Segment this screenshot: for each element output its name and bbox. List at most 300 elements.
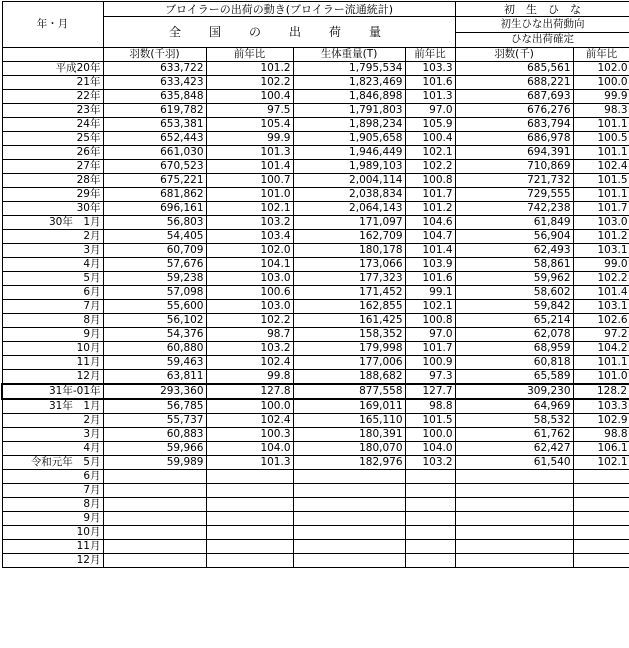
weight-cell: 171,097 [293,216,405,230]
hatch-yoy-cell: 101.1 [573,146,629,160]
row-label: 10月 [2,526,103,540]
birds-cell [103,512,206,526]
birds-yoy-cell: 99.9 [206,132,293,146]
weight-cell: 179,998 [293,342,405,356]
birds-yoy-cell: 103.4 [206,230,293,244]
row-label: 12月 [2,554,103,568]
weight-cell: 2,064,143 [293,202,405,216]
weight-yoy-cell: 127.7 [405,384,455,399]
weight-yoy-cell [405,484,455,498]
birds-yoy-cell: 102.0 [206,244,293,258]
birds-yoy-cell: 104.0 [206,442,293,456]
hatch-cell: 58,602 [455,286,573,300]
table-row [2,104,629,118]
hatch-cell: 688,221 [455,76,573,90]
weight-cell: 2,004,114 [293,174,405,188]
table-row [2,554,629,568]
weight-cell: 182,976 [293,456,405,470]
birds-cell [103,470,206,484]
birds-yoy-cell: 127.8 [206,384,293,399]
weight-yoy-cell: 100.8 [405,314,455,328]
birds-yoy-cell: 102.4 [206,414,293,428]
birds-cell: 635,848 [103,90,206,104]
hatch-yoy-cell: 100.0 [573,76,629,90]
hatch-title: 初 生 ひ な [455,2,629,17]
weight-yoy-cell: 101.4 [405,244,455,258]
hatch-yoy-cell: 103.0 [573,216,629,230]
weight-yoy-cell: 98.8 [405,399,455,414]
birds-cell: 681,862 [103,188,206,202]
hatch-yoy-cell: 102.1 [573,456,629,470]
row-label: 7月 [2,300,103,314]
empty-corner-cell [2,48,103,62]
row-label: 2月 [2,414,103,428]
weight-cell [293,526,405,540]
hatch-cell: 309,230 [455,384,573,399]
hatch-yoy-cell: 97.2 [573,328,629,342]
hatch-yoy-cell [573,512,629,526]
birds-cell: 619,782 [103,104,206,118]
table-row [2,328,629,342]
birds-cell: 633,423 [103,76,206,90]
birds-cell: 59,966 [103,442,206,456]
hatch-yoy-cell [573,540,629,554]
hatch-yoy-cell: 102.0 [573,62,629,76]
weight-yoy-cell: 103.2 [405,456,455,470]
weight-cell: 162,855 [293,300,405,314]
hatch-cell [455,470,573,484]
hatch-yoy-cell: 103.3 [573,399,629,414]
weight-yoy-cell [405,512,455,526]
table-row [2,484,629,498]
table-row [2,356,629,370]
birds-cell: 661,030 [103,146,206,160]
weight-cell [293,554,405,568]
row-label: 31年 1月 [2,399,103,414]
birds-cell: 63,811 [103,370,206,385]
hatch-cell [455,484,573,498]
weight-cell: 165,110 [293,414,405,428]
weight-cell: 173,066 [293,258,405,272]
hatch-cell [455,540,573,554]
weight-cell: 158,352 [293,328,405,342]
birds-yoy-cell: 98.7 [206,328,293,342]
birds-cell: 59,989 [103,456,206,470]
weight-yoy-cell: 101.3 [405,90,455,104]
weight-yoy-cell: 104.6 [405,216,455,230]
hatch-cell: 742,238 [455,202,573,216]
hatch-cell: 61,849 [455,216,573,230]
hatch-cell: 58,532 [455,414,573,428]
weight-cell: 2,038,834 [293,188,405,202]
table-row [2,244,629,258]
weight-cell: 1,791,803 [293,104,405,118]
birds-yoy-cell [206,512,293,526]
hatch-cell: 686,978 [455,132,573,146]
row-label: 24年 [2,118,103,132]
row-label: 23年 [2,104,103,118]
hatch-cell: 710,869 [455,160,573,174]
birds-yoy-cell: 103.2 [206,342,293,356]
birds-yoy-cell: 101.0 [206,188,293,202]
row-label: 3月 [2,244,103,258]
row-label: 31年-01年 [2,384,103,399]
birds-yoy-cell: 101.3 [206,456,293,470]
birds-cell: 696,161 [103,202,206,216]
row-label: 2月 [2,230,103,244]
row-label: 平成20年 [2,62,103,76]
birds-cell [103,526,206,540]
table-row [2,202,629,216]
table-row [2,132,629,146]
national-shipment-header: 全 国 の 出 荷 量 [103,17,455,48]
weight-yoy-cell: 100.0 [405,428,455,442]
row-label: 9月 [2,512,103,526]
weight-yoy-cell [405,526,455,540]
hatch-yoy-cell: 128.2 [573,384,629,399]
table-row [2,512,629,526]
hatch-yoy-cell [573,526,629,540]
hatch-cell: 56,904 [455,230,573,244]
weight-yoy-cell [405,554,455,568]
col-header-yoy3: 前年比 [573,48,629,62]
birds-yoy-cell [206,484,293,498]
weight-cell: 1,795,534 [293,62,405,76]
row-label: 28年 [2,174,103,188]
weight-yoy-cell: 105.9 [405,118,455,132]
birds-yoy-cell: 97.5 [206,104,293,118]
hatch-cell [455,498,573,512]
hatch-yoy-cell [573,484,629,498]
hatch-cell: 68,959 [455,342,573,356]
birds-yoy-cell: 100.0 [206,399,293,414]
birds-cell: 57,098 [103,286,206,300]
hatch-cell [455,512,573,526]
col-header-birds: 羽数(千羽) [103,48,206,62]
row-label: 4月 [2,442,103,456]
weight-cell [293,512,405,526]
hatch-yoy-cell: 101.7 [573,202,629,216]
row-label: 3月 [2,428,103,442]
hatch-yoy-cell: 102.2 [573,272,629,286]
hatch-cell: 60,818 [455,356,573,370]
table-row [2,342,629,356]
hatch-yoy-cell: 102.4 [573,160,629,174]
weight-yoy-cell: 99.1 [405,286,455,300]
hatch-cell: 61,762 [455,428,573,442]
birds-yoy-cell [206,554,293,568]
hatch-cell: 59,962 [455,272,573,286]
table-row [2,470,629,484]
birds-cell: 57,676 [103,258,206,272]
weight-cell: 877,558 [293,384,405,399]
weight-yoy-cell: 104.0 [405,442,455,456]
table-row [2,160,629,174]
broiler-title: ブロイラーの出荷の動き(ブロイラー流通統計) [103,2,455,17]
row-label: 11月 [2,356,103,370]
weight-yoy-cell: 101.2 [405,202,455,216]
hatch-cell: 65,214 [455,314,573,328]
hatch-cell: 62,493 [455,244,573,258]
hatch-cell [455,526,573,540]
birds-yoy-cell [206,540,293,554]
table-row [2,272,629,286]
birds-cell: 56,785 [103,399,206,414]
row-label: 7月 [2,484,103,498]
birds-yoy-cell [206,498,293,512]
row-label: 26年 [2,146,103,160]
weight-yoy-cell: 104.7 [405,230,455,244]
birds-yoy-cell: 101.3 [206,146,293,160]
birds-cell: 55,600 [103,300,206,314]
birds-yoy-cell: 102.4 [206,356,293,370]
hatch-yoy-cell: 102.9 [573,414,629,428]
row-label: 21年 [2,76,103,90]
col-header-weight: 生体重量(T) [293,48,405,62]
weight-yoy-cell: 97.0 [405,104,455,118]
birds-yoy-cell: 102.2 [206,76,293,90]
row-label: 30年 1月 [2,216,103,230]
table-row [2,314,629,328]
hatch-cell: 721,732 [455,174,573,188]
hatch-yoy-cell: 101.1 [573,356,629,370]
table-row [2,526,629,540]
birds-yoy-cell: 103.0 [206,300,293,314]
weight-cell: 177,006 [293,356,405,370]
weight-yoy-cell: 102.2 [405,160,455,174]
weight-cell [293,498,405,512]
birds-cell: 653,381 [103,118,206,132]
weight-cell: 161,425 [293,314,405,328]
table-row [2,258,629,272]
hatch-cell: 685,561 [455,62,573,76]
birds-yoy-cell: 101.4 [206,160,293,174]
table-row [2,384,629,399]
weight-yoy-cell: 97.3 [405,370,455,385]
birds-cell: 59,463 [103,356,206,370]
table-row [2,216,629,230]
table-row [2,62,629,76]
weight-yoy-cell: 103.3 [405,62,455,76]
hatch-cell: 676,276 [455,104,573,118]
hatch-yoy-cell [573,470,629,484]
birds-yoy-cell: 102.2 [206,314,293,328]
birds-cell: 54,405 [103,230,206,244]
hatch-subheader-2: ひな出荷確定 [455,32,629,48]
table-row [2,90,629,104]
hatch-yoy-cell: 106.1 [573,442,629,456]
weight-yoy-cell: 97.0 [405,328,455,342]
birds-cell: 59,238 [103,272,206,286]
row-label: 令和元年 5月 [2,456,103,470]
row-label: 25年 [2,132,103,146]
table-row [2,174,629,188]
row-label: 8月 [2,314,103,328]
hatch-yoy-cell: 99.0 [573,258,629,272]
hatch-yoy-cell: 102.6 [573,314,629,328]
birds-cell: 633,722 [103,62,206,76]
birds-yoy-cell: 105.4 [206,118,293,132]
hatch-yoy-cell: 101.5 [573,174,629,188]
weight-cell: 180,070 [293,442,405,456]
weight-cell: 1,905,658 [293,132,405,146]
birds-yoy-cell: 101.2 [206,62,293,76]
weight-cell: 1,946,449 [293,146,405,160]
birds-yoy-cell: 100.6 [206,286,293,300]
hatch-cell: 59,842 [455,300,573,314]
hatch-yoy-cell [573,554,629,568]
weight-cell: 169,011 [293,399,405,414]
table-row [2,399,629,414]
weight-cell: 177,323 [293,272,405,286]
hatch-cell [455,554,573,568]
birds-yoy-cell: 104.1 [206,258,293,272]
hatch-cell: 729,555 [455,188,573,202]
weight-cell: 180,178 [293,244,405,258]
hatch-yoy-cell: 101.0 [573,370,629,385]
weight-cell: 1,846,898 [293,90,405,104]
weight-yoy-cell [405,498,455,512]
hatch-cell: 683,794 [455,118,573,132]
birds-cell: 60,709 [103,244,206,258]
weight-cell: 1,898,234 [293,118,405,132]
weight-yoy-cell: 101.7 [405,188,455,202]
weight-yoy-cell: 103.9 [405,258,455,272]
hatch-cell: 62,427 [455,442,573,456]
weight-cell: 180,391 [293,428,405,442]
birds-yoy-cell: 99.8 [206,370,293,385]
weight-cell [293,484,405,498]
birds-yoy-cell: 100.4 [206,90,293,104]
hatch-yoy-cell: 99.9 [573,90,629,104]
hatch-cell: 687,693 [455,90,573,104]
table-row [2,456,629,470]
birds-cell: 293,360 [103,384,206,399]
col-header-yoy2: 前年比 [405,48,455,62]
hatch-cell: 58,861 [455,258,573,272]
col-header-yoy: 前年比 [206,48,293,62]
table-row [2,442,629,456]
birds-yoy-cell: 100.7 [206,174,293,188]
row-label: 11月 [2,540,103,554]
weight-yoy-cell: 100.9 [405,356,455,370]
birds-cell [103,498,206,512]
hatch-yoy-cell: 103.1 [573,244,629,258]
weight-cell [293,470,405,484]
row-label: 10月 [2,342,103,356]
birds-cell [103,554,206,568]
table-row [2,118,629,132]
table-row [2,414,629,428]
weight-cell: 171,452 [293,286,405,300]
birds-cell [103,484,206,498]
table-row [2,146,629,160]
row-label: 30年 [2,202,103,216]
table-row [2,286,629,300]
birds-cell: 55,737 [103,414,206,428]
table-row [2,230,629,244]
hatch-yoy-cell [573,498,629,512]
birds-yoy-cell [206,470,293,484]
birds-cell: 60,883 [103,428,206,442]
weight-cell: 1,989,103 [293,160,405,174]
birds-cell: 56,102 [103,314,206,328]
birds-cell: 56,803 [103,216,206,230]
row-label: 12月 [2,370,103,385]
table-row [2,188,629,202]
broiler-shipment-table [1,1,629,568]
row-label: 27年 [2,160,103,174]
table-row [2,540,629,554]
weight-yoy-cell: 100.4 [405,132,455,146]
hatch-yoy-cell: 101.4 [573,286,629,300]
birds-cell: 60,880 [103,342,206,356]
hatch-yoy-cell: 98.8 [573,428,629,442]
weight-cell: 1,823,469 [293,76,405,90]
birds-cell: 675,221 [103,174,206,188]
birds-yoy-cell: 100.3 [206,428,293,442]
hatch-yoy-cell: 101.1 [573,188,629,202]
weight-yoy-cell: 101.6 [405,272,455,286]
table-row [2,300,629,314]
table-row [2,76,629,90]
weight-cell [293,540,405,554]
hatch-yoy-cell: 101.1 [573,118,629,132]
weight-yoy-cell: 102.1 [405,300,455,314]
row-label: 5月 [2,272,103,286]
row-label: 4月 [2,258,103,272]
birds-yoy-cell: 103.0 [206,272,293,286]
hatch-cell: 694,391 [455,146,573,160]
weight-cell: 188,682 [293,370,405,385]
hatch-yoy-cell: 100.5 [573,132,629,146]
weight-yoy-cell [405,470,455,484]
hatch-yoy-cell: 98.3 [573,104,629,118]
hatch-yoy-cell: 104.2 [573,342,629,356]
row-label: 9月 [2,328,103,342]
weight-yoy-cell: 101.6 [405,76,455,90]
birds-cell: 652,443 [103,132,206,146]
hatch-yoy-cell: 101.2 [573,230,629,244]
row-label: 29年 [2,188,103,202]
hatch-yoy-cell: 103.1 [573,300,629,314]
birds-yoy-cell: 102.1 [206,202,293,216]
row-label: 8月 [2,498,103,512]
row-label: 6月 [2,470,103,484]
table-row [2,428,629,442]
hatch-cell: 61,540 [455,456,573,470]
birds-cell [103,540,206,554]
weight-yoy-cell [405,540,455,554]
row-label: 6月 [2,286,103,300]
hatch-cell: 64,969 [455,399,573,414]
weight-yoy-cell: 101.5 [405,414,455,428]
hatch-subheader-1: 初生ひな出荷動向 [455,17,629,33]
table-row [2,370,629,385]
col-header-hatch: 羽数(千) [455,48,573,62]
row-label: 22年 [2,90,103,104]
weight-yoy-cell: 102.1 [405,146,455,160]
table-row [2,498,629,512]
weight-yoy-cell: 101.7 [405,342,455,356]
hatch-cell: 62,078 [455,328,573,342]
weight-cell: 162,709 [293,230,405,244]
birds-cell: 670,523 [103,160,206,174]
birds-yoy-cell: 103.2 [206,216,293,230]
birds-yoy-cell [206,526,293,540]
year-month-header: 年・月 [2,2,103,48]
birds-cell: 54,376 [103,328,206,342]
